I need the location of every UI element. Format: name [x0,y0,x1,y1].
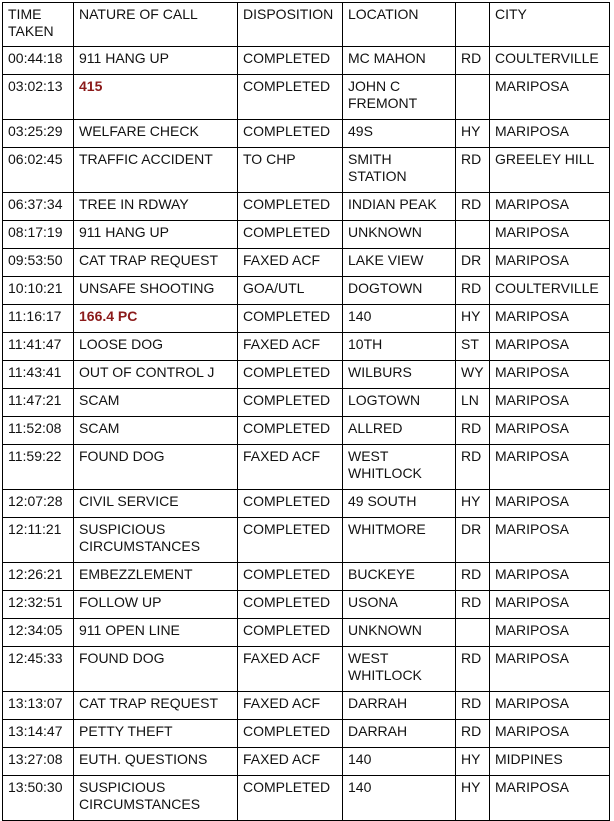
cell-nature-of-call: EMBEZZLEMENT [74,563,238,591]
cell-disposition: COMPLETED [238,591,343,619]
cell-location: DARRAH [343,720,456,748]
table-row [3,249,610,277]
cell-city: MARIPOSA [490,333,610,361]
cell-nature-of-call: UNSAFE SHOOTING [74,277,238,305]
cell-location: UNKNOWN [343,221,456,249]
header-location: LOCATION [343,3,456,47]
cell-city: MARIPOSA [490,417,610,445]
cell-location: WILBURS [343,361,456,389]
table-row [3,221,610,249]
cell-location: INDIAN PEAK [343,193,456,221]
cell-time: 13:50:30 [3,776,74,821]
cell-street-suffix: DR [456,518,490,563]
cell-location: LAKE VIEW [343,249,456,277]
cell-city: MIDPINES [490,748,610,776]
cell-disposition: COMPLETED [238,720,343,748]
cell-disposition: COMPLETED [238,389,343,417]
header-street-suffix [456,3,490,47]
cell-time: 03:25:29 [3,120,74,148]
cell-disposition: COMPLETED [238,619,343,647]
cell-disposition: COMPLETED [238,47,343,75]
cell-location: WHITMORE [343,518,456,563]
cell-location: 49 SOUTH [343,490,456,518]
cell-city: MARIPOSA [490,221,610,249]
cell-location: 140 [343,776,456,821]
call-log-body [3,47,610,821]
cell-time: 12:32:51 [3,591,74,619]
cell-street-suffix: HY [456,748,490,776]
cell-city: MARIPOSA [490,120,610,148]
cell-city: COULTERVILLE [490,277,610,305]
cell-nature-of-call: 911 HANG UP [74,221,238,249]
table-row [3,361,610,389]
table-row [3,720,610,748]
cell-street-suffix: RD [456,193,490,221]
table-row [3,417,610,445]
cell-street-suffix: ST [456,333,490,361]
cell-time: 13:27:08 [3,748,74,776]
cell-location: 10TH [343,333,456,361]
cell-street-suffix [456,75,490,120]
cell-nature-of-call: 911 HANG UP [74,47,238,75]
cell-location: BUCKEYE [343,563,456,591]
cell-disposition: FAXED ACF [238,692,343,720]
cell-location: DOGTOWN [343,277,456,305]
cell-time: 11:43:41 [3,361,74,389]
cell-location: 49S [343,120,456,148]
table-row [3,776,610,821]
cell-location: USONA [343,591,456,619]
table-row [3,193,610,221]
cell-street-suffix: LN [456,389,490,417]
cell-location: UNKNOWN [343,619,456,647]
cell-street-suffix: RD [456,692,490,720]
cell-disposition: COMPLETED [238,776,343,821]
cell-nature-of-call: OUT OF CONTROL J [74,361,238,389]
cell-street-suffix: RD [456,277,490,305]
cell-time: 11:47:21 [3,389,74,417]
cell-location: LOGTOWN [343,389,456,417]
cell-street-suffix: HY [456,776,490,821]
cell-street-suffix: RD [456,591,490,619]
cell-street-suffix: DR [456,249,490,277]
cell-time: 12:07:28 [3,490,74,518]
table-row [3,748,610,776]
cell-street-suffix: HY [456,120,490,148]
table-row [3,619,610,647]
cell-time: 11:52:08 [3,417,74,445]
cell-disposition: COMPLETED [238,563,343,591]
table-row [3,277,610,305]
cell-location: JOHN C FREMONT [343,75,456,120]
cell-city: MARIPOSA [490,305,610,333]
cell-city: MARIPOSA [490,361,610,389]
call-log-table [2,2,610,821]
cell-disposition: COMPLETED [238,417,343,445]
cell-nature-of-call: 911 OPEN LINE [74,619,238,647]
cell-nature-of-call: FOUND DOG [74,647,238,692]
cell-location: SMITH STATION [343,148,456,193]
cell-time: 12:11:21 [3,518,74,563]
cell-nature-of-call: 415 [74,75,238,120]
cell-nature-of-call: SUSPICIOUS CIRCUMSTANCES [74,776,238,821]
header-disposition: DISPOSITION [238,3,343,47]
cell-disposition: FAXED ACF [238,647,343,692]
cell-disposition: TO CHP [238,148,343,193]
cell-location: ALLRED [343,417,456,445]
table-row [3,148,610,193]
cell-street-suffix: RD [456,563,490,591]
cell-street-suffix: RD [456,47,490,75]
cell-city: MARIPOSA [490,776,610,821]
cell-city: MARIPOSA [490,389,610,417]
cell-street-suffix: HY [456,305,490,333]
cell-city: MARIPOSA [490,619,610,647]
table-row [3,445,610,490]
cell-time: 10:10:21 [3,277,74,305]
cell-disposition: COMPLETED [238,490,343,518]
cell-time: 13:13:07 [3,692,74,720]
table-row [3,490,610,518]
cell-nature-of-call: SCAM [74,389,238,417]
table-row [3,692,610,720]
header-city: CITY [490,3,610,47]
cell-nature-of-call: EUTH. QUESTIONS [74,748,238,776]
cell-disposition: FAXED ACF [238,748,343,776]
cell-nature-of-call: WELFARE CHECK [74,120,238,148]
cell-location: 140 [343,748,456,776]
table-row [3,518,610,563]
table-row [3,647,610,692]
cell-disposition: COMPLETED [238,120,343,148]
cell-nature-of-call: TREE IN RDWAY [74,193,238,221]
cell-disposition: COMPLETED [238,518,343,563]
cell-street-suffix: RD [456,647,490,692]
cell-location: WEST WHITLOCK [343,647,456,692]
header-row [3,3,610,47]
cell-time: 11:41:47 [3,333,74,361]
cell-street-suffix [456,221,490,249]
cell-time: 11:16:17 [3,305,74,333]
cell-city: MARIPOSA [490,490,610,518]
cell-city: MARIPOSA [490,720,610,748]
cell-nature-of-call: SUSPICIOUS CIRCUMSTANCES [74,518,238,563]
cell-time: 12:45:33 [3,647,74,692]
cell-nature-of-call: TRAFFIC ACCIDENT [74,148,238,193]
table-row [3,47,610,75]
cell-street-suffix: WY [456,361,490,389]
cell-location: DARRAH [343,692,456,720]
cell-time: 12:26:21 [3,563,74,591]
cell-city: COULTERVILLE [490,47,610,75]
cell-time: 00:44:18 [3,47,74,75]
cell-time: 06:02:45 [3,148,74,193]
cell-time: 09:53:50 [3,249,74,277]
table-row [3,389,610,417]
cell-location: WEST WHITLOCK [343,445,456,490]
cell-disposition: FAXED ACF [238,249,343,277]
table-row [3,591,610,619]
cell-street-suffix: HY [456,490,490,518]
cell-disposition: FAXED ACF [238,333,343,361]
cell-nature-of-call: 166.4 PC [74,305,238,333]
cell-city: MARIPOSA [490,75,610,120]
header-nature-of-call: NATURE OF CALL [74,3,238,47]
header-time-taken: TIME TAKEN [3,3,74,47]
cell-city: GREELEY HILL [490,148,610,193]
cell-city: MARIPOSA [490,591,610,619]
cell-city: MARIPOSA [490,249,610,277]
cell-nature-of-call: PETTY THEFT [74,720,238,748]
cell-street-suffix: RD [456,445,490,490]
table-row [3,563,610,591]
cell-nature-of-call: CAT TRAP REQUEST [74,692,238,720]
cell-time: 12:34:05 [3,619,74,647]
cell-disposition: COMPLETED [238,305,343,333]
cell-street-suffix: RD [456,148,490,193]
cell-disposition: COMPLETED [238,75,343,120]
cell-disposition: FAXED ACF [238,445,343,490]
cell-nature-of-call: CAT TRAP REQUEST [74,249,238,277]
table-row [3,75,610,120]
cell-street-suffix: RD [456,417,490,445]
table-row [3,333,610,361]
cell-disposition: GOA/UTL [238,277,343,305]
cell-nature-of-call: LOOSE DOG [74,333,238,361]
cell-location: 140 [343,305,456,333]
cell-disposition: COMPLETED [238,193,343,221]
cell-street-suffix [456,619,490,647]
table-row [3,305,610,333]
cell-city: MARIPOSA [490,518,610,563]
cell-city: MARIPOSA [490,692,610,720]
cell-city: MARIPOSA [490,193,610,221]
cell-location: MC MAHON [343,47,456,75]
cell-nature-of-call: CIVIL SERVICE [74,490,238,518]
cell-street-suffix: RD [456,720,490,748]
cell-city: MARIPOSA [490,563,610,591]
cell-time: 03:02:13 [3,75,74,120]
cell-city: MARIPOSA [490,647,610,692]
cell-time: 08:17:19 [3,221,74,249]
cell-disposition: COMPLETED [238,361,343,389]
cell-disposition: COMPLETED [238,221,343,249]
cell-nature-of-call: FOLLOW UP [74,591,238,619]
cell-nature-of-call: SCAM [74,417,238,445]
cell-city: MARIPOSA [490,445,610,490]
cell-time: 06:37:34 [3,193,74,221]
cell-time: 11:59:22 [3,445,74,490]
cell-time: 13:14:47 [3,720,74,748]
cell-nature-of-call: FOUND DOG [74,445,238,490]
table-row [3,120,610,148]
